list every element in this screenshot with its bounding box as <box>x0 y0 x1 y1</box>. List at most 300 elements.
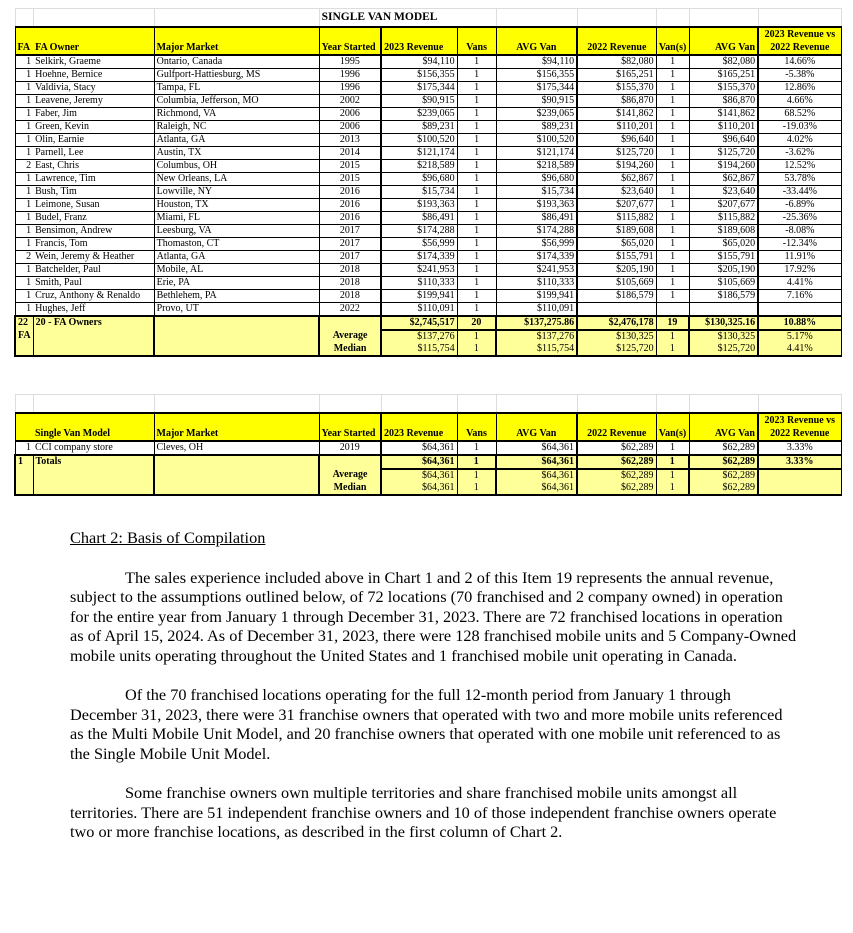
column-header: FA Owner <box>33 27 154 55</box>
market <box>154 455 319 469</box>
year-started: 2016 <box>319 185 381 198</box>
revenue-2022: $155,791 <box>577 250 656 263</box>
vans: 1 <box>457 343 496 356</box>
vans-2022: 1 <box>656 185 689 198</box>
year-started: 2014 <box>319 146 381 159</box>
vans: 1 <box>457 94 496 107</box>
avg-van-2022: $125,720 <box>689 146 758 159</box>
vans: 1 <box>457 185 496 198</box>
revenue-2023: $15,734 <box>381 185 457 198</box>
vans-2022: 1 <box>656 198 689 211</box>
table-row <box>15 441 841 455</box>
fa-count: 1 <box>15 185 33 198</box>
revenue-2022: $141,862 <box>577 107 656 120</box>
column-header: AVG Van <box>689 27 758 55</box>
owner: Bensimon, Andrew <box>33 224 154 237</box>
owner <box>33 343 154 356</box>
revenue-2022: $62,289 <box>577 482 656 495</box>
market: Tampa, FL <box>154 81 319 94</box>
revenue-2022: $205,190 <box>577 263 656 276</box>
vans: 1 <box>457 276 496 289</box>
fa-count: 1 <box>15 224 33 237</box>
market: New Orleans, LA <box>154 172 319 185</box>
avg-van-2022: $207,677 <box>689 198 758 211</box>
fa-count: 1 <box>15 263 33 276</box>
year-started: Median <box>319 482 381 495</box>
avg-van-2022: $105,669 <box>689 276 758 289</box>
market: Provo, UT <box>154 302 319 316</box>
revenue-2023: $100,520 <box>381 133 457 146</box>
vans: 1 <box>457 330 496 343</box>
revenue-2022: $125,720 <box>577 343 656 356</box>
revenue-2022: $130,325 <box>577 330 656 343</box>
market: Thomaston, CT <box>154 237 319 250</box>
market: Cleves, OH <box>154 441 319 455</box>
fa-count: 1 <box>15 81 33 94</box>
avg-van-2023: $174,339 <box>496 250 577 263</box>
revenue-change: 3.33% <box>758 455 841 469</box>
year-started: 2018 <box>319 289 381 302</box>
fa-count: 1 <box>15 120 33 133</box>
revenue-change: 14.66% <box>758 55 841 69</box>
avg-van-2022: $96,640 <box>689 133 758 146</box>
empty-cell <box>154 9 319 27</box>
year-started: 2016 <box>319 198 381 211</box>
vans-2022: 1 <box>656 120 689 133</box>
vans: 1 <box>457 159 496 172</box>
revenue-2023: $193,363 <box>381 198 457 211</box>
revenue-2022: $82,080 <box>577 55 656 69</box>
fa-count <box>15 482 33 495</box>
document-body <box>70 528 800 862</box>
avg-van-2022: $62,289 <box>689 469 758 482</box>
vans: 1 <box>457 133 496 146</box>
fa-count: 1 <box>15 302 33 316</box>
owner: Smith, Paul <box>33 276 154 289</box>
vans-2022: 1 <box>656 68 689 81</box>
table-row <box>15 211 841 224</box>
vans-2022: 1 <box>656 330 689 343</box>
year-started: 2019 <box>319 441 381 455</box>
owner: Olin, Earnie <box>33 133 154 146</box>
empty-cell <box>457 395 496 413</box>
fa-count: 1 <box>15 237 33 250</box>
revenue-2023: $156,355 <box>381 68 457 81</box>
avg-van-2022: $130,325.16 <box>689 316 758 330</box>
market: Austin, TX <box>154 146 319 159</box>
summary-row <box>15 455 841 469</box>
revenue-2022: $96,640 <box>577 133 656 146</box>
fa-count: 1 <box>15 55 33 69</box>
empty-cell <box>656 9 689 27</box>
avg-van-2023: $115,754 <box>496 343 577 356</box>
avg-van-2023: $110,091 <box>496 302 577 316</box>
paragraph: The sales experience included above in Chart 1 and 2 of this Item 19 represents the annual revenue, subject to the assumptions outlined below, of 72 locations (70 franchised and 2 company owned) in operation for the entire year from January 1 through December 31, 2023. There are 72 franchised locations in operation as of April 15, 2024. As of December 31, 2023, there were 128 franchised mobile units and 5 Company-Owned mobile units operating throughout the United States and 1 franchised mobile unit operating in Canada. <box>70 567 797 665</box>
owner: CCI company store <box>33 441 154 455</box>
column-header: 2022 Revenue <box>577 413 656 441</box>
avg-van-2022: $189,608 <box>689 224 758 237</box>
avg-van-2023: $241,953 <box>496 263 577 276</box>
vans-2022: 1 <box>656 441 689 455</box>
revenue-2022: $65,020 <box>577 237 656 250</box>
avg-van-2022: $62,289 <box>689 455 758 469</box>
year-started: 2018 <box>319 263 381 276</box>
vans-2022: 1 <box>656 237 689 250</box>
avg-van-2023: $64,361 <box>496 482 577 495</box>
avg-van-2022: $62,867 <box>689 172 758 185</box>
owner: Faber, Jim <box>33 107 154 120</box>
market: Columbia, Jefferson, MO <box>154 94 319 107</box>
vans-2022: 1 <box>656 224 689 237</box>
fa-count: 1 <box>15 68 33 81</box>
revenue-2023: $64,361 <box>381 441 457 455</box>
owner: Leimone, Susan <box>33 198 154 211</box>
table-row <box>15 250 841 263</box>
avg-van-2023: $156,355 <box>496 68 577 81</box>
fa-count: 1 <box>15 198 33 211</box>
avg-van-2023: $96,680 <box>496 172 577 185</box>
revenue-2023: $137,276 <box>381 330 457 343</box>
fa-count <box>15 343 33 356</box>
table-row <box>15 289 841 302</box>
vans: 1 <box>457 81 496 94</box>
revenue-2023: $64,361 <box>381 482 457 495</box>
empty-cell <box>154 395 319 413</box>
vans: 1 <box>457 211 496 224</box>
chart-2-heading: Chart 2: Basis of Compilation <box>70 528 266 547</box>
vans: 1 <box>457 172 496 185</box>
paragraph: Of the 70 franchised locations operating for the full 12-month period from January 1 through December 31, 2023, there were 31 franchise owners that operated with two and more mobile units referenced as the Multi Mobile Unit Model, and 20 franchise owners that operated with one mobile unit referenced to as the Single Mobile Unit Model. <box>70 685 783 763</box>
table-row <box>15 159 841 172</box>
column-header: Vans <box>457 413 496 441</box>
fa-count: 1 <box>15 211 33 224</box>
vans: 1 <box>457 289 496 302</box>
avg-van-2022: $186,579 <box>689 289 758 302</box>
vans-2022: 1 <box>656 159 689 172</box>
summary-row <box>15 343 841 356</box>
revenue-change: 68.52% <box>758 107 841 120</box>
market <box>154 482 319 495</box>
vans-2022: 1 <box>656 146 689 159</box>
vans-2022: 1 <box>656 133 689 146</box>
avg-van-2022: $62,289 <box>689 441 758 455</box>
fa-count: 1 <box>15 289 33 302</box>
table-row <box>15 81 841 94</box>
revenue-2023: $174,288 <box>381 224 457 237</box>
revenue-2023: $94,110 <box>381 55 457 69</box>
revenue-2022: $115,882 <box>577 211 656 224</box>
avg-van-2023: $193,363 <box>496 198 577 211</box>
revenue-2022: $62,289 <box>577 469 656 482</box>
avg-van-2022: $165,251 <box>689 68 758 81</box>
avg-van-2022: $125,720 <box>689 343 758 356</box>
owner <box>33 330 154 343</box>
avg-van-2023: $86,491 <box>496 211 577 224</box>
revenue-2023: $199,941 <box>381 289 457 302</box>
avg-van-2023: $64,361 <box>496 469 577 482</box>
table-title: SINGLE VAN MODEL <box>319 9 496 27</box>
avg-van-2023: $218,589 <box>496 159 577 172</box>
avg-van-2022: $62,289 <box>689 482 758 495</box>
empty-cell <box>496 9 577 27</box>
revenue-2022: $62,289 <box>577 455 656 469</box>
avg-van-2023: $121,174 <box>496 146 577 159</box>
owner: Bush, Tim <box>33 185 154 198</box>
table-row <box>15 198 841 211</box>
avg-van-2023: $90,915 <box>496 94 577 107</box>
vans: 1 <box>457 224 496 237</box>
year-started: 2002 <box>319 94 381 107</box>
owner: Selkirk, Graeme <box>33 55 154 69</box>
vans-2022: 1 <box>656 250 689 263</box>
vans: 1 <box>457 107 496 120</box>
revenue-change: -19.03% <box>758 120 841 133</box>
revenue-change <box>758 482 841 495</box>
column-header: Van(s) <box>656 413 689 441</box>
vans-2022: 19 <box>656 316 689 330</box>
vans: 1 <box>457 302 496 316</box>
empty-cell <box>656 395 689 413</box>
revenue-2023: $115,754 <box>381 343 457 356</box>
revenue-2022: $86,870 <box>577 94 656 107</box>
revenue-change: 3.33% <box>758 441 841 455</box>
year-started: 2013 <box>319 133 381 146</box>
revenue-2022: $194,260 <box>577 159 656 172</box>
fa-count <box>15 469 33 482</box>
year-started: Average <box>319 469 381 482</box>
avg-van-2022: $130,325 <box>689 330 758 343</box>
avg-van-2022: $155,791 <box>689 250 758 263</box>
revenue-change: 10.88% <box>758 316 841 330</box>
market: Houston, TX <box>154 198 319 211</box>
year-started: 2022 <box>319 302 381 316</box>
revenue-2022: $23,640 <box>577 185 656 198</box>
column-header: Major Market <box>154 27 319 55</box>
year-started: 2017 <box>319 237 381 250</box>
vans: 20 <box>457 316 496 330</box>
fa-count: 1 <box>15 94 33 107</box>
revenue-change: 7.16% <box>758 289 841 302</box>
vans-2022: 1 <box>656 81 689 94</box>
avg-van-2023: $89,231 <box>496 120 577 133</box>
owner: Green, Kevin <box>33 120 154 133</box>
revenue-2023: $239,065 <box>381 107 457 120</box>
revenue-change: 4.41% <box>758 343 841 356</box>
owner <box>33 482 154 495</box>
owner: Leavene, Jeremy <box>33 94 154 107</box>
revenue-2022: $155,370 <box>577 81 656 94</box>
revenue-change <box>758 302 841 316</box>
summary-row <box>15 316 841 330</box>
fa-count: 2 <box>15 159 33 172</box>
table-row <box>15 68 841 81</box>
year-started: 2006 <box>319 107 381 120</box>
revenue-2023: $241,953 <box>381 263 457 276</box>
revenue-2023: $110,091 <box>381 302 457 316</box>
vans-2022: 1 <box>656 55 689 69</box>
table-row <box>15 120 841 133</box>
fa-count: 1 <box>15 172 33 185</box>
revenue-2022: $2,476,178 <box>577 316 656 330</box>
market: Atlanta, GA <box>154 250 319 263</box>
owner <box>33 469 154 482</box>
fa-count: 1 <box>15 107 33 120</box>
year-started: 2015 <box>319 159 381 172</box>
avg-van-2023: $137,275.86 <box>496 316 577 330</box>
revenue-2023: $86,491 <box>381 211 457 224</box>
revenue-change: 17.92% <box>758 263 841 276</box>
avg-van-2023: $174,288 <box>496 224 577 237</box>
avg-van-2022: $194,260 <box>689 159 758 172</box>
revenue-2023: $64,361 <box>381 455 457 469</box>
owner: Batchelder, Paul <box>33 263 154 276</box>
table-row <box>15 146 841 159</box>
vans: 1 <box>457 55 496 69</box>
column-header: 2023 Revenue vs 2022 Revenue <box>758 413 841 441</box>
empty-cell <box>577 9 656 27</box>
empty-cell <box>577 395 656 413</box>
avg-van-2023: $56,999 <box>496 237 577 250</box>
revenue-2023: $96,680 <box>381 172 457 185</box>
revenue-change: -25.36% <box>758 211 841 224</box>
avg-van-2023: $64,361 <box>496 455 577 469</box>
column-header: AVG Van <box>689 413 758 441</box>
fa-count: 1 <box>15 276 33 289</box>
table-row <box>15 55 841 69</box>
vans: 1 <box>457 263 496 276</box>
avg-van-2022: $110,201 <box>689 120 758 133</box>
avg-van-2022: $205,190 <box>689 263 758 276</box>
revenue-2023: $175,344 <box>381 81 457 94</box>
revenue-change: -8.08% <box>758 224 841 237</box>
column-header: Year Started <box>319 413 381 441</box>
empty-cell <box>689 395 758 413</box>
owner: Parnell, Lee <box>33 146 154 159</box>
year-started: 2015 <box>319 172 381 185</box>
market: Richmond, VA <box>154 107 319 120</box>
avg-van-2023: $137,276 <box>496 330 577 343</box>
fa-count: 1 <box>15 441 33 455</box>
revenue-change: 11.91% <box>758 250 841 263</box>
avg-van-2022: $86,870 <box>689 94 758 107</box>
revenue-2022: $186,579 <box>577 289 656 302</box>
revenue-2023: $64,361 <box>381 469 457 482</box>
year-started: 2018 <box>319 276 381 289</box>
revenue-change: -3.62% <box>758 146 841 159</box>
empty-cell <box>33 395 154 413</box>
fa-count: 1 <box>15 133 33 146</box>
market <box>154 316 319 330</box>
owner: Cruz, Anthony & Renaldo <box>33 289 154 302</box>
empty-cell <box>758 395 841 413</box>
vans: 1 <box>457 455 496 469</box>
revenue-change: 12.86% <box>758 81 841 94</box>
owner: Wein, Jeremy & Heather <box>33 250 154 263</box>
owner: Totals <box>33 455 154 469</box>
owner: Hoehne, Bernice <box>33 68 154 81</box>
avg-van-2023: $15,734 <box>496 185 577 198</box>
owner: Lawrence, Tim <box>33 172 154 185</box>
year-started: Average <box>319 330 381 343</box>
vans: 1 <box>457 482 496 495</box>
single-van-model-table <box>14 8 842 357</box>
avg-van-2022: $65,020 <box>689 237 758 250</box>
avg-van-2023: $110,333 <box>496 276 577 289</box>
table-row <box>15 94 841 107</box>
column-header: AVG Van <box>496 27 577 55</box>
vans: 1 <box>457 146 496 159</box>
avg-van-2022: $115,882 <box>689 211 758 224</box>
column-header: FA <box>15 27 33 55</box>
column-header: 2022 Revenue <box>577 27 656 55</box>
table-row <box>15 263 841 276</box>
vans-2022: 1 <box>656 263 689 276</box>
owner: Budel, Franz <box>33 211 154 224</box>
table-row <box>15 302 841 316</box>
owner: Valdivia, Stacy <box>33 81 154 94</box>
year-started: 1996 <box>319 68 381 81</box>
vans: 1 <box>457 198 496 211</box>
year-started <box>319 455 381 469</box>
vans-2022: 1 <box>656 469 689 482</box>
year-started: 1996 <box>319 81 381 94</box>
revenue-2023: $90,915 <box>381 94 457 107</box>
summary-row <box>15 482 841 495</box>
column-header: Year Started <box>319 27 381 55</box>
vans-2022: 1 <box>656 276 689 289</box>
market: Gulfport-Hattiesburg, MS <box>154 68 319 81</box>
revenue-2023: $56,999 <box>381 237 457 250</box>
owner: Francis, Tom <box>33 237 154 250</box>
revenue-2022: $62,867 <box>577 172 656 185</box>
revenue-2022: $207,677 <box>577 198 656 211</box>
revenue-change: -33.44% <box>758 185 841 198</box>
vans-2022: 1 <box>656 455 689 469</box>
column-header: Vans <box>457 27 496 55</box>
column-header: Major Market <box>154 413 319 441</box>
market: Lowville, NY <box>154 185 319 198</box>
revenue-change: -6.89% <box>758 198 841 211</box>
revenue-2023: $218,589 <box>381 159 457 172</box>
market: Bethlehem, PA <box>154 289 319 302</box>
fa-count: 1 <box>15 455 33 469</box>
vans: 1 <box>457 441 496 455</box>
column-header: Single Van Model <box>33 413 154 441</box>
revenue-change: 53.78% <box>758 172 841 185</box>
year-started: 2017 <box>319 224 381 237</box>
summary-row <box>15 330 841 343</box>
vans-2022: 1 <box>656 289 689 302</box>
vans: 1 <box>457 250 496 263</box>
avg-van-2023: $175,344 <box>496 81 577 94</box>
revenue-change: 12.52% <box>758 159 841 172</box>
market: Raleigh, NC <box>154 120 319 133</box>
vans: 1 <box>457 237 496 250</box>
vans-2022: 1 <box>656 211 689 224</box>
vans-2022: 1 <box>656 107 689 120</box>
table-row <box>15 276 841 289</box>
column-header: 2023 Revenue vs 2022 Revenue <box>758 27 841 55</box>
market: Mobile, AL <box>154 263 319 276</box>
revenue-change: 5.17% <box>758 330 841 343</box>
table-row <box>15 224 841 237</box>
owner: East, Chris <box>33 159 154 172</box>
fa-count: 2 <box>15 250 33 263</box>
market: Columbus, OH <box>154 159 319 172</box>
vans-2022: 1 <box>656 482 689 495</box>
empty-cell <box>15 395 33 413</box>
column-header: 2023 Revenue <box>381 413 457 441</box>
